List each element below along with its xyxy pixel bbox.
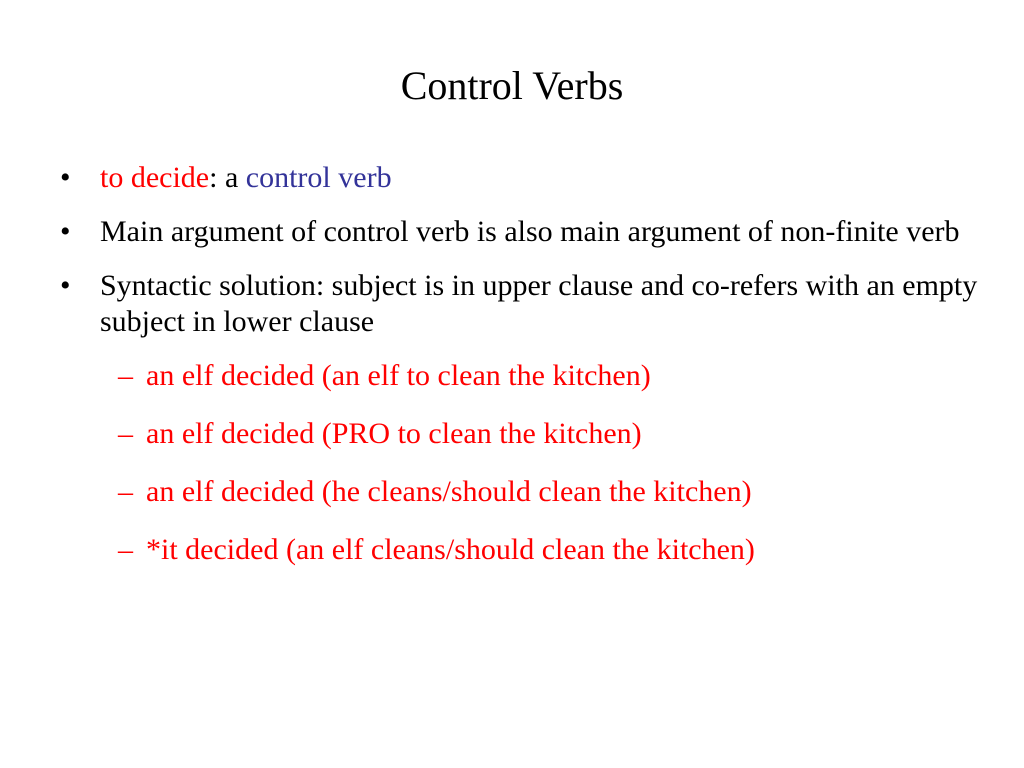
term-control-verb: control verb <box>245 161 392 194</box>
bullet-text: Syntactic solution: subject is in upper clause and co-refers with an empty subject in lower clause <box>100 269 978 338</box>
sub-bullet-text: an elf decided (an elf to clean the kitchen) <box>146 359 651 392</box>
bullet-connector: : a <box>209 161 246 194</box>
sub-bullet-marker: – <box>118 533 133 566</box>
sub-bullet-text: *it decided (an elf cleans/should clean the kitchen) <box>146 533 755 566</box>
sub-bullet-item <box>60 416 980 452</box>
sub-bullet-marker: – <box>118 475 133 508</box>
sub-bullet-item <box>60 474 980 510</box>
sub-bullet-text: an elf decided (PRO to clean the kitchen) <box>146 417 642 450</box>
term-to-decide: to decide <box>100 161 210 194</box>
sub-bullet-item <box>60 358 980 394</box>
sub-bullet-marker: – <box>118 359 133 392</box>
slide-body <box>60 160 980 590</box>
slide-title: Control Verbs <box>400 63 624 108</box>
bullet-marker: • <box>60 215 71 248</box>
bullet-marker: • <box>60 269 71 302</box>
bullet-marker: • <box>60 161 71 194</box>
bullet-text: Main argument of control verb is also main argument of non-finite verb <box>100 215 960 248</box>
bullet-item <box>60 214 980 250</box>
sub-bullet-item <box>60 532 980 568</box>
sub-bullet-marker: – <box>118 417 133 450</box>
bullet-item <box>60 268 980 340</box>
bullet-item <box>60 160 980 196</box>
sub-bullet-text: an elf decided (he cleans/should clean the kitchen) <box>146 475 752 508</box>
